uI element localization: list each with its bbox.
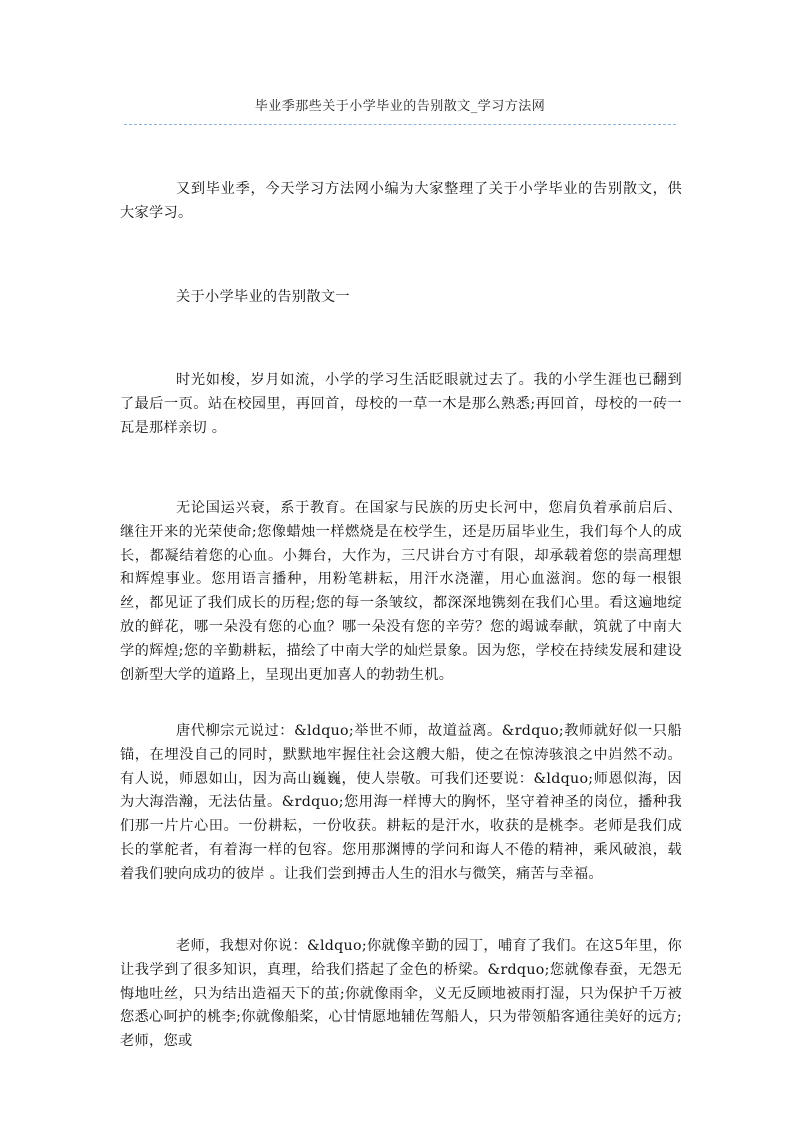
body-paragraph-4: 老师，我想对你说：&ldquo;你就像辛勤的园丁，哺育了我们。在这5年里，你让我学到了很多知识，真理，给我们搭起了金色的桥梁。&rdquo;您就像春蚕，无怨无悔地吐丝，只为结出造福天下的茧;你就像雨伞，义无反顾地被雨打湿，只为保护千万被您悉心呵护的桃李;你就像船桨，心甘情愿地辅佐驾船人，只为带领船客通往美好的远方; 老师，您或 [120, 938, 682, 1050]
header-dashed-divider [124, 124, 676, 125]
page-title: 毕业季那些关于小学毕业的告别散文_学习方法网 [254, 99, 546, 114]
body-paragraph-3: 唐代柳宗元说过：&ldquo;举世不师，故道益离。&rdquo;教师就好似一只船锚，在埋没自己的同时，默默地牢握住社会这艘大船，使之在惊涛骇浪之中岿然不动。有人说，师恩如山，因为高山巍巍，使人崇敬。可我们还要说：&ldquo;师恩似海，因为大海浩瀚，无法估量。&rdquo;您用海一样博大的胸怀，坚守着神圣的岗位，播种我们那一片片心田。一份耕耘，一份收获。耕耘的是汗水，收获的是桃李。老师是我们成长的掌舵者，有着海一样的包容。您用那渊博的学问和诲人不倦的精神，乘风破浪，载着我们驶向成功的彼岸 。让我们尝到搏击人生的泪水与微笑，痛苦与幸福。 [120, 723, 682, 882]
intro-paragraph: 又到毕业季，今天学习方法网小编为大家整理了关于小学毕业的告别散文，供大家学习。 [120, 181, 682, 221]
body-paragraph-1: 时光如梭，岁月如流，小学的学习生活眨眼就过去了。我的小学生涯也已翻到了最后一页。站在校园里，再回首，母校的一草一木是那么熟悉;再回首，母校的一砖一瓦是那样亲切 。 [120, 372, 682, 436]
section-heading: 关于小学毕业的告别散文一 [176, 289, 350, 305]
body-paragraph-2: 无论国运兴衰，系于教育。在国家与民族的历史长河中，您肩负着承前启后、继往开来的光荣使命;您像蜡烛一样燃烧是在校学生，还是历届毕业生，我们每个人的成长，都凝结着您的心血。小舞台，大作为，三尺讲台方寸有限，却承载着您的崇高理想和辉煌事业。您用语言播种，用粉笔耕耘，用汗水浇灌，用心血滋润。您的每一根银丝，都见证了我们成长的历程;您的每一条皱纹，都深深地镌刻在我们心里。看这遍地绽放的鲜花，哪一朵没有您的心血？哪一朵没有您的辛劳？您的竭诚奉献，筑就了中南大学的辉煌;您的辛勤耕耘，描绘了中南大学的灿烂景象。因为您，学校在持续发展和建设创新型大学的道路上，呈现出更加喜人的勃勃生机。 [120, 500, 682, 683]
document-header [120, 98, 680, 125]
